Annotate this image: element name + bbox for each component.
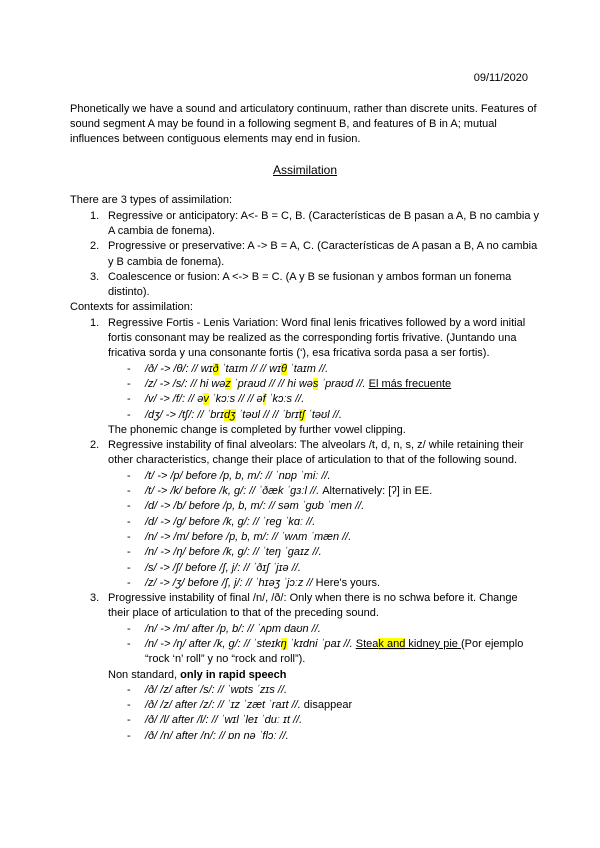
assimilation-type bbox=[70, 270, 540, 301]
example-line bbox=[70, 392, 540, 407]
example-text: /n/ -> /ŋ/ after /k, g/: // ˈsteɪk bbox=[145, 637, 281, 650]
list-number: 1. bbox=[90, 316, 100, 329]
example-line bbox=[70, 683, 540, 698]
example-text: /ð/ -> /θ/: // wɪ bbox=[145, 362, 213, 375]
underlined-text: El más frecuente bbox=[368, 377, 452, 390]
context-item bbox=[70, 438, 540, 469]
document-page bbox=[70, 71, 540, 744]
example-text: ˈtəʊl // // ˈbrɪ bbox=[235, 408, 299, 421]
highlighted-text: f bbox=[262, 393, 266, 406]
dash-bullet: - bbox=[127, 530, 131, 543]
example-text: ˈtaɪm //. bbox=[286, 362, 329, 375]
example-line bbox=[70, 729, 540, 744]
example-line bbox=[70, 484, 540, 499]
example-line bbox=[70, 362, 540, 377]
dash-bullet: - bbox=[127, 408, 131, 421]
dash-bullet: - bbox=[127, 729, 131, 742]
context-item-text: Regressive Fortis - Lenis Variation: Word final lenis fricatives followed by a word initial fortis consonant may be realized as the corresponding fortis frivative. (Juntando una fricativa sorda y una consonante fortis (‘), esa fricativa sorda pasa a ser fortis). bbox=[108, 316, 526, 360]
context-item bbox=[70, 591, 540, 622]
example-line bbox=[70, 408, 540, 423]
context-item-text: Regressive instability of final alveolars: The alveolars /t, d, n, s, z/ while retaining their other characteristics, change their place of articulation to that of the following sound. bbox=[108, 439, 524, 467]
example-line bbox=[70, 377, 540, 392]
assimilation-type bbox=[70, 239, 540, 270]
list-number: 3. bbox=[90, 592, 100, 605]
list-number: 2. bbox=[90, 240, 100, 253]
intro-paragraph: Phonetically we have a sound and articulatory continuum, rather than discrete units. Features of sound segment A may be found in a following segment B, and features of B in A; mutual influences between contiguous elements may end in fusion. bbox=[70, 102, 537, 146]
assimilation-type-text: Coalescence or fusion: A <-> B = C. (A y B se fusionan y ambos forman un fonema distinto). bbox=[108, 270, 512, 299]
section-title: Assimilation bbox=[272, 162, 338, 177]
example-text: ˈtəʊl //. bbox=[305, 408, 342, 421]
context-item-text: Progressive instability of final /n/, /ð/: Only when there is no schwa before it. Change their place of articulation to that of the preceding sound. bbox=[108, 592, 518, 620]
highlighted-text: ð bbox=[212, 362, 219, 375]
dash-bullet: - bbox=[127, 362, 131, 375]
highlighted-text: v bbox=[203, 393, 209, 406]
example-text: /t/ -> /p/ before /p, b, m/: // ˈnɒp ˈmiː //. bbox=[145, 469, 331, 482]
assimilation-type-text: Progressive or preservative: A -> B = A, C. (Características de A pasan a B, A no cambia y B cambia de fonema). bbox=[108, 240, 538, 268]
example-line bbox=[70, 561, 540, 576]
example-line bbox=[70, 499, 540, 514]
dash-bullet: - bbox=[127, 714, 131, 727]
highlighted-text: k and bbox=[378, 637, 406, 650]
example-text: /z/ -> /s/: // hi wə bbox=[145, 377, 226, 390]
list-number: 2. bbox=[90, 439, 100, 452]
contexts-heading: Contexts for assimilation: bbox=[70, 301, 193, 314]
nonstandard-heading bbox=[70, 668, 540, 683]
highlighted-text: z bbox=[225, 377, 231, 390]
nonstandard-label: Non standard, bbox=[108, 668, 181, 681]
example-text: Alternatively: [ʔ] in EE. bbox=[322, 485, 433, 498]
example-text: (Por ejemplo “rock ‘n’ roll” y no “rock and roll”). bbox=[145, 637, 524, 666]
types-heading: There are 3 types of assimilation: bbox=[70, 194, 233, 207]
example-text: /d/ -> /b/ before /p, b, m/: // səm ˈgʊb ˈmen //. bbox=[145, 500, 365, 513]
highlighted-text: s bbox=[312, 377, 319, 390]
example-text: /ð/ /n/ after /n/: // ɒn nə ˈflɔː //. bbox=[145, 729, 289, 742]
dash-bullet: - bbox=[127, 622, 131, 635]
example-text: Here's yours. bbox=[315, 576, 381, 589]
nonstandard-emphasis: only in rapid speech bbox=[180, 668, 287, 681]
spacer bbox=[70, 178, 540, 193]
example-text: ˈpraʊd //. bbox=[318, 377, 369, 390]
example-text: /t/ -> /k/ before /k, g/: // ˈðæk ˈgɜːl //. bbox=[145, 485, 323, 498]
example-text: ˈkɔːs //. bbox=[265, 393, 305, 406]
underlined-text: kidney pie bbox=[405, 637, 461, 650]
dash-bullet: - bbox=[127, 485, 131, 498]
dash-bullet: - bbox=[127, 515, 131, 528]
assimilation-type bbox=[70, 209, 540, 240]
list-number: 1. bbox=[90, 209, 100, 222]
dash-bullet: - bbox=[127, 469, 131, 482]
example-text: /z/ -> /ʒ/ before /ʃ, j/: // ˈhɪəʒ ˈjɔːz // bbox=[145, 576, 316, 589]
example-line bbox=[70, 698, 540, 713]
example-text: /v/ -> /f/: // ə bbox=[145, 393, 204, 406]
dash-bullet: - bbox=[127, 393, 131, 406]
example-text: /n/ -> /m/ before /p, b, m/: // ˈwʌm ˈmæn //. bbox=[145, 530, 352, 543]
example-text: ˈkɪdni ˈpaɪ //. bbox=[286, 637, 356, 650]
dash-bullet: - bbox=[127, 500, 131, 513]
example-line bbox=[70, 469, 540, 484]
example-text: disappear bbox=[300, 699, 353, 712]
types-list bbox=[70, 209, 540, 301]
example-text: /n/ -> /ŋ/ before /k, g/: // ˈteŋ ˈgaɪz //. bbox=[145, 546, 322, 559]
context-note: The phonemic change is completed by further vowel clipping. bbox=[108, 423, 406, 436]
underlined-text: Stea bbox=[355, 637, 379, 650]
example-line bbox=[70, 515, 540, 530]
example-line bbox=[70, 637, 540, 668]
highlighted-text: dʒ bbox=[223, 408, 236, 421]
dash-bullet: - bbox=[127, 377, 131, 390]
example-text: /d/ -> /g/ before /k, g/: // ˈreg ˈkɑː //. bbox=[145, 515, 316, 528]
assimilation-type-text: Regressive or anticipatory: A<- B = C, B. (Características de B pasan a A, B no cambia y A cambia de fonema). bbox=[108, 209, 540, 237]
contexts-list bbox=[70, 316, 540, 744]
highlighted-text: θ bbox=[281, 362, 287, 375]
highlighted-text: ŋ bbox=[280, 637, 287, 650]
example-text: /n/ -> /m/ after /p, b/: // ˈʌpm daʊn //. bbox=[145, 622, 321, 635]
example-line bbox=[70, 576, 540, 591]
example-line bbox=[70, 530, 540, 545]
dash-bullet: - bbox=[127, 576, 131, 589]
dash-bullet: - bbox=[127, 546, 131, 559]
example-text: /ð/ /z/ after /z/: // ˈɪz ˈzæt ˈraɪt //. bbox=[145, 699, 301, 712]
dash-bullet: - bbox=[127, 699, 131, 712]
example-text: /dʒ/ -> /tʃ/: // ˈbrɪ bbox=[145, 408, 224, 421]
dash-bullet: - bbox=[127, 561, 131, 574]
dash-bullet: - bbox=[127, 637, 131, 650]
example-line bbox=[70, 545, 540, 560]
example-text: /ð/ /z/ after /s/: // ˈwɒts ˈzɪs //. bbox=[145, 683, 288, 696]
list-number: 3. bbox=[90, 270, 100, 283]
example-text: /ð/ /l/ after /l/: // ˈwɪl ˈleɪ ˈduː ɪt //. bbox=[145, 714, 303, 727]
example-line bbox=[70, 713, 540, 728]
context-item bbox=[70, 316, 540, 362]
dash-bullet: - bbox=[127, 683, 131, 696]
example-text: ˈpraʊd // // hi wə bbox=[230, 377, 313, 390]
spacer bbox=[70, 86, 540, 101]
example-text: ˈkɔːs // // ə bbox=[208, 393, 263, 406]
example-line bbox=[70, 622, 540, 637]
example-text: /s/ -> /ʃ/ before /ʃ, j/: // ˈðɪʃ ˈjɪə //. bbox=[145, 561, 301, 574]
highlighted-text: tʃ bbox=[298, 408, 306, 421]
example-text: ˈtaɪm // // wɪ bbox=[218, 362, 282, 375]
date: 09/11/2020 bbox=[473, 72, 528, 84]
spacer bbox=[70, 147, 540, 162]
